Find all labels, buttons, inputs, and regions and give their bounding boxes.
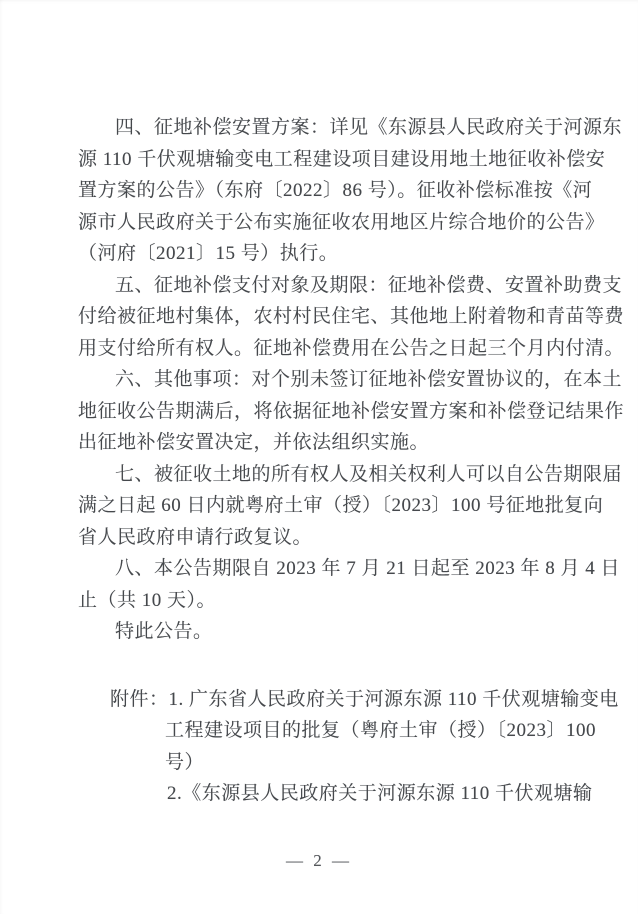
- attachment-line: 附件：1. 广东省人民政府关于河源东源 110 千伏观塘输变电: [110, 688, 619, 710]
- page-number: — 2 —: [286, 850, 352, 870]
- text-line: 七、被征收土地的所有权人及相关权利人可以自公告期限届: [115, 463, 623, 485]
- page-footer: [78, 845, 560, 877]
- attachment-line: 号）: [165, 751, 205, 773]
- text-line: 特此公告。: [115, 621, 213, 642]
- attachment-line: 工程建设项目的批复（粤府土审（授）〔2023〕100: [165, 720, 597, 741]
- text-line: 源市人民政府关于公布实施征收农用地区片综合地价的公告》: [78, 211, 605, 233]
- text-line: （河府〔2021〕15 号）执行。: [78, 243, 339, 264]
- text-line: 置方案的公告》（东府〔2022〕86 号）。征收补偿标准按《河: [78, 180, 593, 201]
- attachments-block: [78, 684, 638, 810]
- text-line: 止（共 10 天）。: [78, 589, 217, 611]
- text-line: 出征地补偿安置决定，并依法组织实施。: [78, 432, 430, 453]
- attachment-line: 2.《东源县人民政府关于河源东源 110 千伏观塘输: [167, 783, 593, 804]
- text-line: 满之日起 60 日内就粤府土审（授）〔2023〕100 号征地批复向: [78, 495, 604, 516]
- text-line: 四、征地补偿安置方案：详见《东源县人民政府关于河源东: [115, 117, 623, 138]
- text-line: 八、本公告期限自 2023 年 7 月 21 日起至 2023 年 8 月 4 日: [115, 558, 621, 579]
- para-8-notice-period: [78, 553, 638, 616]
- text-line: 付给被征地村集体，农村村民住宅、其他地上附着物和青苗等费: [78, 306, 625, 327]
- closing-statement: [78, 616, 638, 648]
- text-line: 源 110 千伏观塘输变电工程建设项目建设用地土地征收补偿安: [78, 148, 606, 170]
- text-line: 地征收公告期满后，将依据征地补偿安置方案和补偿登记结果作: [78, 400, 625, 422]
- para-7-administrative-review: [78, 459, 638, 554]
- text-line: 五、征地补偿支付对象及期限：征地补偿费、安置补助费支: [115, 274, 623, 296]
- para-6-other-matters: [78, 364, 638, 459]
- text-line: 六、其他事项：对个别未签订征地补偿安置协议的，在本土: [115, 369, 623, 390]
- text-line: 用支付给所有权人。征地补偿费用在公告之日起三个月内付清。: [78, 337, 625, 359]
- para-5-payment-targets: [78, 270, 638, 365]
- text-line: 省人民政府申请行政复议。: [78, 526, 313, 548]
- para-4-compensation-plan: [78, 112, 638, 270]
